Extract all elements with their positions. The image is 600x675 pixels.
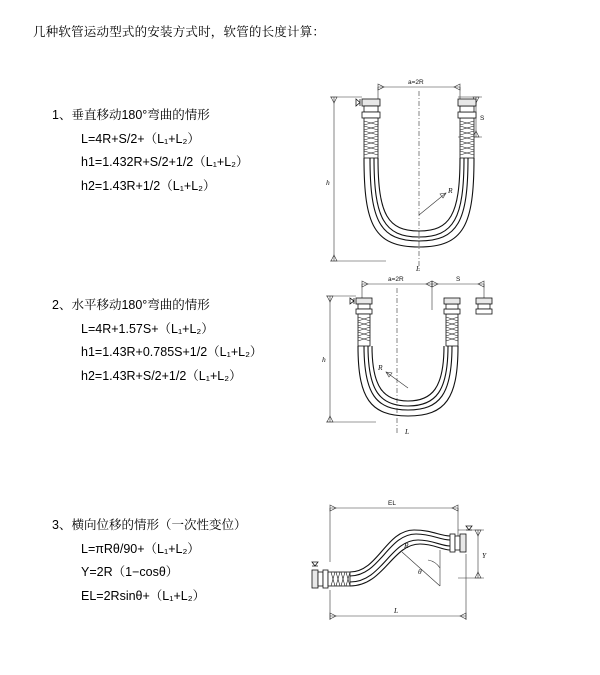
page-title: 几种软管运动型式的安装方式时，软管的长度计算： bbox=[33, 25, 326, 39]
dim-label-r: R bbox=[448, 186, 453, 195]
section-2-text bbox=[52, 295, 312, 392]
dim-label-r2: R bbox=[378, 363, 383, 372]
section-1-formula-3: h2=1.43R+1/2（L₁+L₂） bbox=[81, 178, 216, 193]
figure-lateral-offset bbox=[290, 490, 500, 635]
dim-label-s: S bbox=[480, 115, 485, 122]
section-2-title: 2、水平移动180°弯曲的情形 bbox=[52, 298, 210, 312]
section-3-formula-1: L=πRθ/90+（L₁+L₂） bbox=[81, 542, 200, 556]
section-1-title: 1、垂直移动180°弯曲的情形 bbox=[52, 108, 210, 122]
section-3-formula-3: EL=2Rsinθ+（L₁+L₂） bbox=[81, 588, 206, 603]
dim-label-el: EL bbox=[388, 500, 396, 507]
section-vertical-movement bbox=[0, 79, 600, 280]
section-3-formula-2: Y=2R（1−cosθ） bbox=[81, 565, 179, 580]
dim-label-r3: R bbox=[404, 541, 409, 550]
figure-vertical-180-bend bbox=[300, 75, 500, 285]
section-2-formula-1: L=4R+1.57S+（L₁+L₂） bbox=[81, 322, 214, 336]
dim-label-l2: L bbox=[405, 427, 410, 436]
dim-label-s2: S bbox=[456, 276, 461, 283]
section-1-formula-1: L=4R+S/2+（L₁+L₂） bbox=[81, 132, 200, 146]
section-horizontal-movement bbox=[0, 276, 600, 470]
section-2-formula-3: h2=1.43R+S/2+1/2（L₁+L₂） bbox=[81, 368, 242, 383]
dim-label-a: a=2R bbox=[408, 79, 424, 86]
figure-horizontal-180-bend bbox=[300, 270, 500, 450]
dim-label-a2: a=2R bbox=[388, 276, 404, 283]
section-1-formula-2: h1=1.432R+S/2+1/2（L₁+L₂） bbox=[81, 155, 249, 170]
section-3-title: 3、横向位移的情形（一次性变位） bbox=[52, 518, 247, 532]
dim-label-y: Y bbox=[482, 551, 487, 560]
section-2-formula-2: h1=1.43R+0.785S+1/2（L₁+L₂） bbox=[81, 345, 263, 360]
dim-label-h: h bbox=[326, 178, 330, 187]
dim-label-l3: L bbox=[394, 606, 399, 615]
section-1-text bbox=[52, 105, 312, 202]
dim-label-theta: θ bbox=[418, 567, 422, 576]
section-3-text bbox=[52, 515, 312, 612]
dim-label-l: L bbox=[416, 264, 421, 273]
dim-label-h2: h bbox=[322, 355, 326, 364]
section-lateral-offset bbox=[0, 500, 600, 660]
